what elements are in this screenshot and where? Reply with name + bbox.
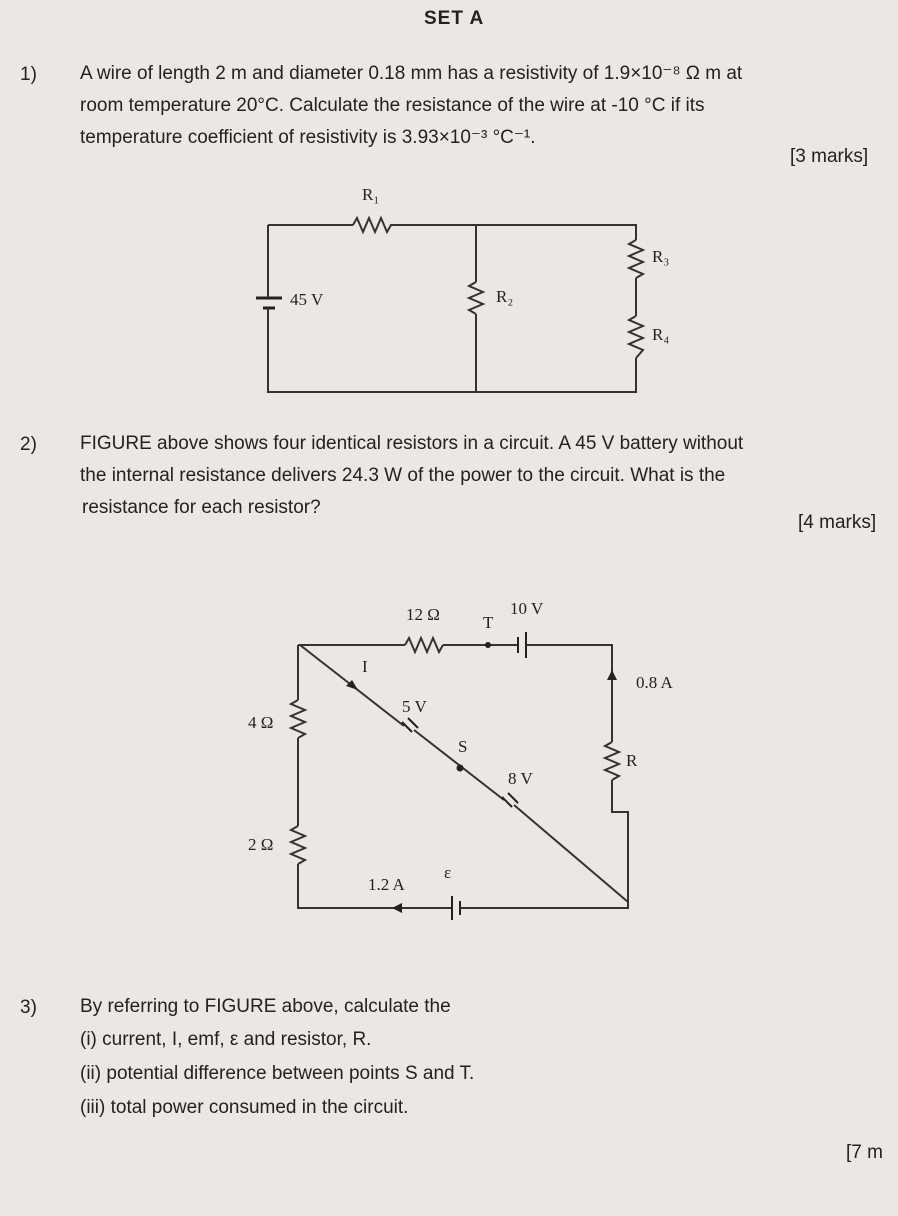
c1-label-r1: R₁ bbox=[362, 185, 380, 204]
c2-label-4ohm: 4 Ω bbox=[248, 713, 274, 732]
c1-label-battery: 45 V bbox=[290, 290, 324, 309]
q1-marks: [3 marks] bbox=[790, 146, 869, 167]
q3-item3: (iii) total power consumed in the circuit. bbox=[80, 1097, 409, 1118]
q1-line2: room temperature 20°C. Calculate the resistance of the wire at -10 °C if its bbox=[80, 95, 705, 116]
c2-battery-8v bbox=[508, 793, 518, 803]
c2-label-emf: ε bbox=[444, 863, 452, 882]
c2-wire-top-right bbox=[526, 645, 612, 742]
q1-line3: temperature coefficient of resistivity is 3.93×10⁻³ °C⁻¹. bbox=[80, 127, 536, 148]
q3-item1: (i) current, I, emf, ε and resistor, R. bbox=[80, 1029, 372, 1050]
q2-line1: FIGURE above shows four identical resistors in a circuit. A 45 V battery without bbox=[80, 433, 744, 454]
c2-label-r: R bbox=[626, 751, 638, 770]
c2-point-s bbox=[457, 765, 464, 772]
c2-label-10v: 10 V bbox=[510, 599, 544, 618]
c2-resistor-r bbox=[605, 742, 619, 780]
c2-resistor-2ohm bbox=[291, 826, 305, 864]
c1-label-r4: R₄ bbox=[652, 325, 670, 344]
q1-number: 1) bbox=[20, 64, 37, 85]
c2-label-8v: 8 V bbox=[508, 769, 533, 788]
c2-resistor-4ohm bbox=[291, 700, 305, 738]
q2-marks: [4 marks] bbox=[798, 512, 877, 533]
c2-point-t bbox=[485, 642, 491, 648]
c2-label-5v: 5 V bbox=[402, 697, 427, 716]
c2-wire-bottom-right bbox=[460, 902, 628, 908]
c2-arrow-1-2a bbox=[392, 903, 402, 913]
c2-label-0-8a: 0.8 A bbox=[636, 673, 673, 692]
c2-label-1-2a: 1.2 A bbox=[368, 875, 405, 894]
q2-line2: the internal resistance delivers 24.3 W of the power to the circuit. What is the bbox=[80, 465, 726, 486]
c2-label-12ohm: 12 Ω bbox=[406, 605, 440, 624]
q3-marks: [7 m bbox=[846, 1142, 883, 1163]
c2-label-2ohm: 2 Ω bbox=[248, 835, 274, 854]
set-title: SET A bbox=[424, 8, 485, 29]
c1-label-r3: R₃ bbox=[652, 247, 670, 266]
q2-number: 2) bbox=[20, 434, 37, 455]
q3-line1: By referring to FIGURE above, calculate the bbox=[80, 996, 451, 1017]
c1-label-r2: R₂ bbox=[496, 287, 514, 306]
c2-label-s: S bbox=[458, 737, 468, 756]
c2-resistor-12ohm bbox=[405, 638, 443, 652]
q2-line3: resistance for each resistor? bbox=[82, 497, 321, 518]
q3-item2: (ii) potential difference between points S and T. bbox=[80, 1063, 475, 1084]
q3-number: 3) bbox=[20, 997, 37, 1018]
c2-wire-right-bottom bbox=[612, 780, 628, 902]
c2-battery-5v bbox=[408, 718, 418, 728]
c2-label-i: I bbox=[362, 657, 368, 676]
c2-arrow-0-8a bbox=[607, 670, 617, 680]
c2-label-t: T bbox=[483, 613, 494, 632]
c2-wire-diagonal-lower bbox=[514, 805, 628, 902]
q1-line1: A wire of length 2 m and diameter 0.18 mm has a resistivity of 1.9×10⁻⁸ Ω m at bbox=[80, 63, 743, 84]
